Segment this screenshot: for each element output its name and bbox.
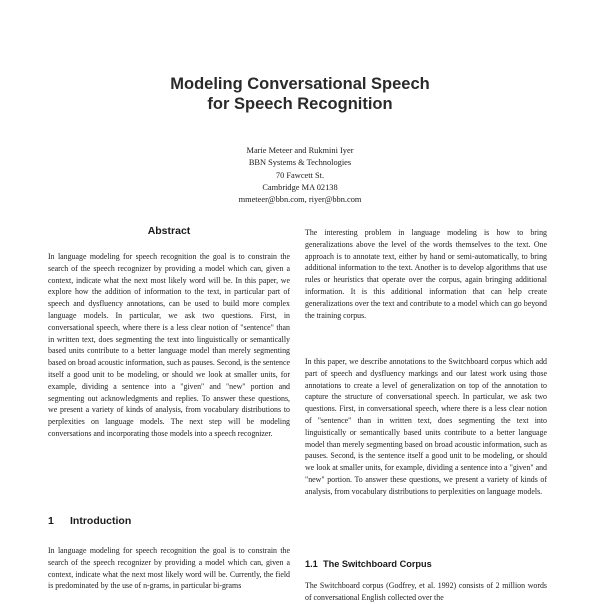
section-heading-introduction: [48, 516, 131, 528]
author-block: [0, 145, 600, 206]
author-names: Marie Meteer and Rukmini Iyer: [246, 146, 354, 155]
author-city: Cambridge MA 02138: [262, 182, 338, 192]
subsection-title: The Switchboard Corpus: [323, 559, 432, 569]
right-paragraph-1: The interesting problem in language modeling is how to bring generalizations above the level of the words themselves to the text. One approach is to annotate text, either by hand or semi-automatically, to bring additional information to the text. Another is to develop algorithms that use rules or heuristics that operate over the corpus, again bringing additional information. It is this additional information that can help create generalizations over the text and contribute to a model which can go beyond the training corpus.: [305, 228, 547, 320]
section-number: 1: [48, 515, 54, 527]
abstract-text: In language modeling for speech recognition the goal is to constrain the search of the speech recognizer by providing a model which can, given a context, indicate what the next most likely word will be. In this paper, we explore how the addition of information to the text, in particular part of speech and dysfluency annotations, can be used to build more complex language models. In particular, we ask two questions. First, in conversational speech, where there is a less clear notion of "sentence" than in written text, does segmenting the text into linguistically or semantically based units contribute to a better language model than merely segmenting based on broad acoustic information, such as pauses. Second, is the sentence itself a good unit to be modeling, or should we look at smaller units, for example, dividing a sentence into a "given" and "new" portion and segmenting out acknowledgments and replies. To answer these questions, we present a variety of kinds of analysis, from vocabulary distributions to perplexities on language models. The next step will be modeling conversations and incorporating those models into a speech recognizer.: [48, 252, 290, 438]
right-paragraph-3: The Switchboard corpus (Godfrey, et al. 1992) consists of 2 million words of conversational English collected over the: [305, 581, 547, 602]
author-emails: mmeteer@bbn.com, riyer@bbn.com: [238, 195, 362, 205]
right-paragraph-2: In this paper, we describe annotations to the Switchboard corpus which add part of speech and dysfluency markings and our latest work using those annotations to create a level of generalization on top of the annotation to capture the structure of conversational speech. In particular, we ask two questions. First, in conversational speech, where there is a less clear notion of "sentence" than in written text, does segmenting the text into linguistically or semantically based units contribute to a better language model than merely segmenting based on broad acoustic information, such as pauses. Second, is the sentence itself a good unit to be modeling, or should we look at smaller units, for example, dividing a sentence into a "given" and "new" portion. To answer these questions, we present a variety of kinds of analysis, from vocabulary distributions to perplexities on language models.: [305, 357, 547, 496]
introduction-text: In language modeling for speech recognition the goal is to constrain the search of the speech recognizer by providing a model which can, given a context, indicate what the next most likely word will be. Currently, the field is predominated by the use of n-grams, in particular bi-grams: [48, 546, 290, 591]
title-line-2: for Speech Recognition: [207, 95, 393, 113]
abstract-heading: Abstract: [147, 225, 191, 237]
paper-title: [0, 74, 600, 114]
author-affiliation: BBN Systems & Technologies: [248, 158, 352, 168]
section-title: Introduction: [70, 515, 132, 527]
subsection-number: 1.1: [305, 559, 318, 569]
title-line-1: Modeling Conversational Speech: [170, 75, 430, 93]
author-street: 70 Fawcett St.: [275, 170, 325, 180]
subsection-heading-switchboard: [305, 559, 432, 571]
